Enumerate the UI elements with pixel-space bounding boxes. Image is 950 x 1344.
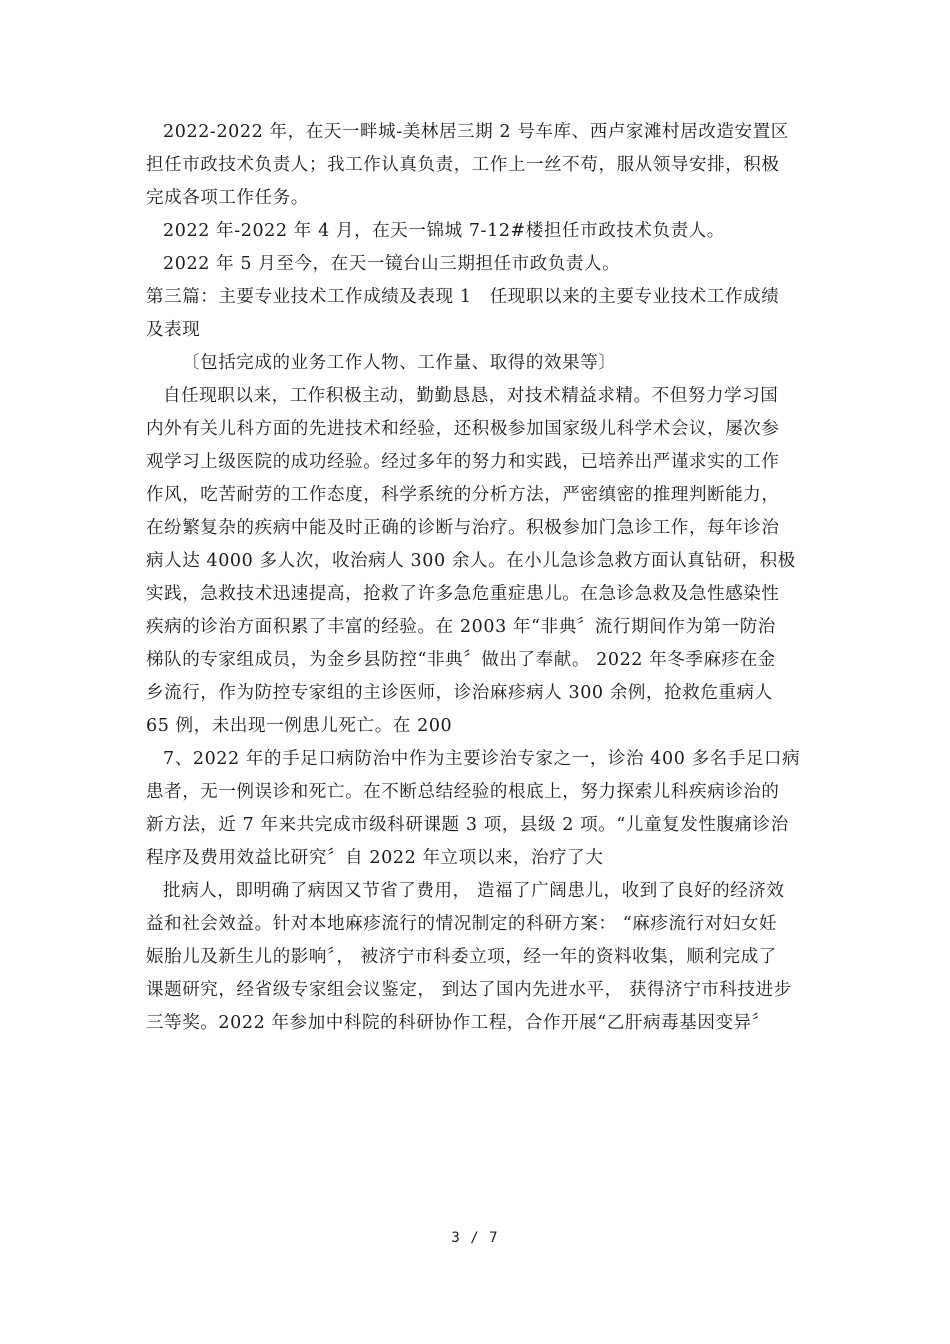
text-line: 程序及费用效益比研究〞自 2022 年立项以来，治疗了大 (146, 848, 604, 868)
text-line: 内外有关儿科方面的先进技术和经验，还积极参加国家级儿科学术会议，屡次参 (146, 419, 780, 439)
paragraph-achievements-1 (146, 380, 814, 743)
text-line: 完成各项工作任务。 (146, 188, 309, 208)
text-line: 批病人，即明确了病因又节省了费用， 造福了广阔患儿，收到了良好的经济效 (163, 881, 785, 901)
text-line: 疾病的诊治方面积累了丰富的经验。在 2003 年“非典〞流行期间作为第一防治 (146, 617, 776, 637)
text-line: 乡流行，作为防控专家组的主诊医师，诊治麻疹病人 300 余例，抢救危重病人 (146, 683, 773, 703)
section-heading-part-three (146, 281, 814, 347)
text-line: 2022-2022 年，在天一畔城-美林居三期 2 号车库、西卢家滩村居改造安置区 (163, 122, 789, 142)
text-line: 自任现职以来，工作积极主动，勤勤恳恳，对技术精益求精。不但努力学习国 (163, 386, 779, 406)
text-line: 65 例，未出现一例患儿死亡。在 200 (146, 716, 453, 736)
text-line: 益和社会效益。针对本地麻疹流行的情况制定的科研方案： “麻疹流行对妇女妊 (146, 914, 778, 934)
text-line: 课题研究，经省级专家组会议鉴定， 到达了国内先进水平， 获得济宁市科技进步 (146, 980, 792, 1000)
text-line: 2022 年 5 月至今，在天一镜台山三期担任市政负责人。 (163, 254, 621, 274)
text-line: 患者，无一例误诊和死亡。在不断总结经验的根底上，努力探索儿科疾病诊治的 (146, 782, 780, 802)
text-line: 观学习上级医院的成功经验。经过多年的努力和实践，已培养出严谨求实的工作 (146, 452, 780, 472)
text-line: 担任市政技术负责人；我工作认真负责，工作上一丝不苟，服从领导安排，积极 (146, 155, 780, 175)
section-subheading-note (146, 347, 814, 380)
paragraph-work-history-3 (146, 248, 814, 281)
text-line: 第三篇：主要专业技术工作成绩及表现 1 任现职以来的主要专业技术工作成绩 (146, 287, 780, 307)
text-line: 在纷繁复杂的疾病中能及时正确的诊断与治疗。积极参加门急诊工作，每年诊治 (146, 518, 780, 538)
text-line: 三等奖。2022 年参加中科院的科研协作工程，合作开展“乙肝病毒基因变异〞 (146, 1013, 770, 1033)
text-line: 作风，吃苦耐劳的工作态度，科学系统的分析方法，严密缜密的推理判断能力， (146, 485, 780, 505)
paragraph-work-history-2 (146, 215, 814, 248)
text-line: 7、2022 年的手足口病防治中作为主要诊治专家之一，诊治 400 多名手足口病 (163, 749, 801, 769)
paragraph-achievements-2 (146, 743, 814, 875)
text-line: 病人达 4000 多人次，收治病人 300 余人。在小儿急诊急救方面认真钻研，积极 (146, 551, 796, 571)
page-number: 3 / 7 (451, 1230, 499, 1246)
text-line: 娠胎儿及新生儿的影响〞， 被济宁市科委立项，经一年的资料收集，顺利完成了 (146, 947, 777, 967)
text-line: 实践，急救技术迅速提高，抢救了许多急危重症患儿。在急诊急救及急性感染性 (146, 584, 780, 604)
document-body (146, 116, 814, 1040)
paragraph-achievements-3 (146, 875, 814, 1040)
text-line: 2022 年-2022 年 4 月，在天一锦城 7-12#楼担任市政技术负责人。 (163, 221, 725, 241)
text-line: 〔包括完成的业务工作人物、工作量、取得的效果等〕 (182, 353, 617, 373)
paragraph-work-history-1 (146, 116, 814, 215)
text-line: 及表现 (146, 320, 201, 340)
text-line: 梯队的专家组成员，为金乡县防控“非典〞做出了奉献。 2022 年冬季麻疹在金 (146, 650, 776, 670)
text-line: 新方法，近 7 年来共完成市级科研课题 3 项，县级 2 项。“儿童复发性腹痛诊治 (146, 815, 789, 835)
